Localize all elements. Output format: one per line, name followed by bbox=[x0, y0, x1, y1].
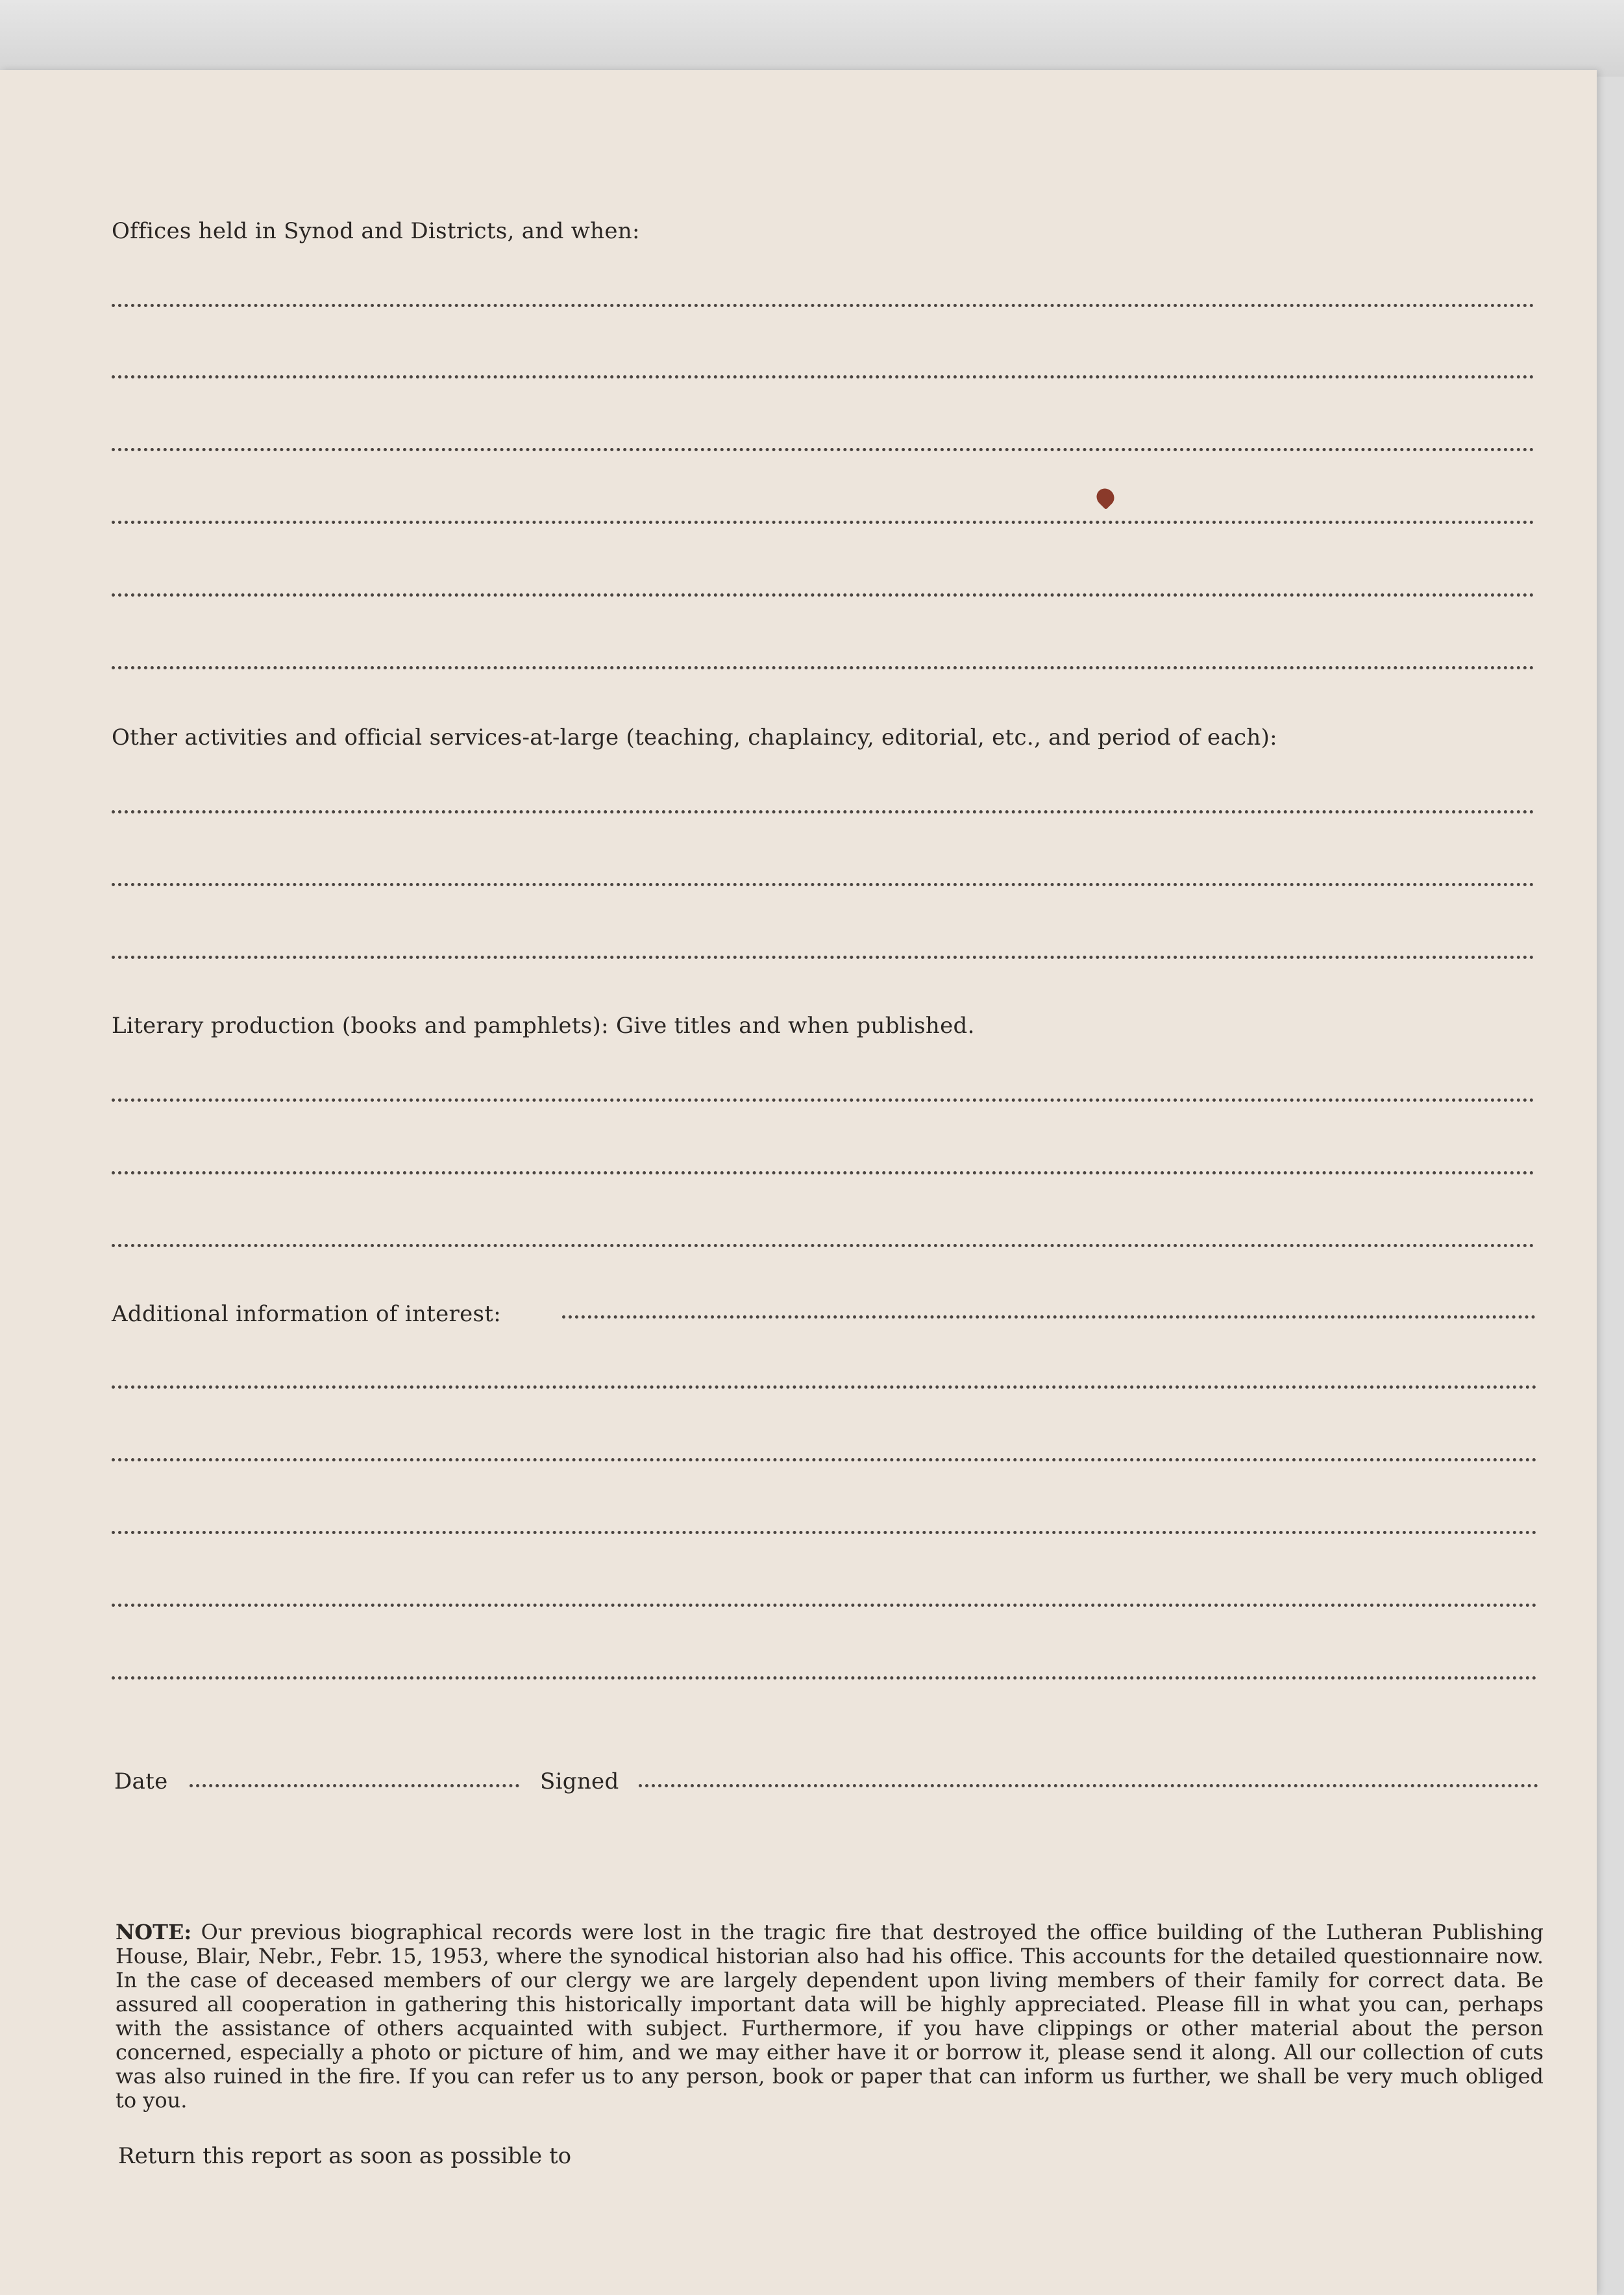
literary-line-3[interactable] bbox=[112, 1244, 1534, 1247]
form-page bbox=[0, 70, 1597, 2295]
offices-line-4[interactable] bbox=[112, 521, 1534, 524]
additional-line-3[interactable] bbox=[112, 1531, 1537, 1534]
additional-line-1[interactable] bbox=[112, 1385, 1537, 1389]
ink-stain bbox=[1093, 485, 1118, 510]
offices-line-6[interactable] bbox=[112, 666, 1534, 669]
additional-line-4[interactable] bbox=[112, 1604, 1537, 1607]
note-text: Our previous biographical records were lost in the tragic fire that destroyed the office building of the Lutheran Publishing House, Blair, Nebr., Febr. 15, 1953, where the synodical historian also had his office. This accounts for the detailed questionnaire now. In the case of deceased members of our clergy we are largely dependent upon living members of their family for correct data. Be assured all cooperation in gathering this historically important data will be highly appreciated. Please fill in what you can, perhaps with the assistance of others acquainted with subject. Furthermore, if you have clippings or other material about the person concerned, especially a photo or picture of him, and we may either have it or borrow it, please send it along. All our collection of cuts was also ruined in the fire. If you can refer us to any person, book or paper that can inform us further, we shall be very much obliged to you. bbox=[116, 1920, 1544, 2113]
scanner-background bbox=[0, 0, 1624, 77]
offices-line-1[interactable] bbox=[112, 304, 1534, 307]
signed-label: Signed bbox=[540, 1768, 619, 1794]
activities-line-2[interactable] bbox=[112, 883, 1534, 886]
additional-line-2[interactable] bbox=[112, 1458, 1537, 1461]
offices-line-5[interactable] bbox=[112, 593, 1534, 597]
literary-line-1[interactable] bbox=[112, 1098, 1534, 1102]
offices-heading: Offices held in Synod and Districts, and when: bbox=[112, 218, 640, 244]
note-label: NOTE: bbox=[116, 1920, 192, 1944]
return-instruction: Return this report as soon as possible to bbox=[118, 2143, 572, 2169]
literary-heading: Literary production (books and pamphlets): Give titles and when published. bbox=[112, 1013, 975, 1039]
activities-line-3[interactable] bbox=[112, 956, 1534, 959]
additional-line-5[interactable] bbox=[112, 1676, 1537, 1680]
offices-line-2[interactable] bbox=[112, 375, 1534, 378]
date-label: Date bbox=[114, 1768, 168, 1794]
date-field[interactable] bbox=[190, 1784, 519, 1787]
signature-field[interactable] bbox=[639, 1784, 1538, 1787]
note-paragraph bbox=[116, 1920, 1544, 2113]
offices-line-3[interactable] bbox=[112, 448, 1534, 451]
literary-line-2[interactable] bbox=[112, 1171, 1534, 1174]
additional-heading: Additional information of interest: bbox=[112, 1301, 501, 1327]
activities-line-1[interactable] bbox=[112, 810, 1534, 813]
activities-heading: Other activities and official services-at-large (teaching, chaplaincy, editorial, etc., and period of each): bbox=[112, 725, 1277, 751]
additional-line-inline[interactable] bbox=[562, 1315, 1536, 1319]
